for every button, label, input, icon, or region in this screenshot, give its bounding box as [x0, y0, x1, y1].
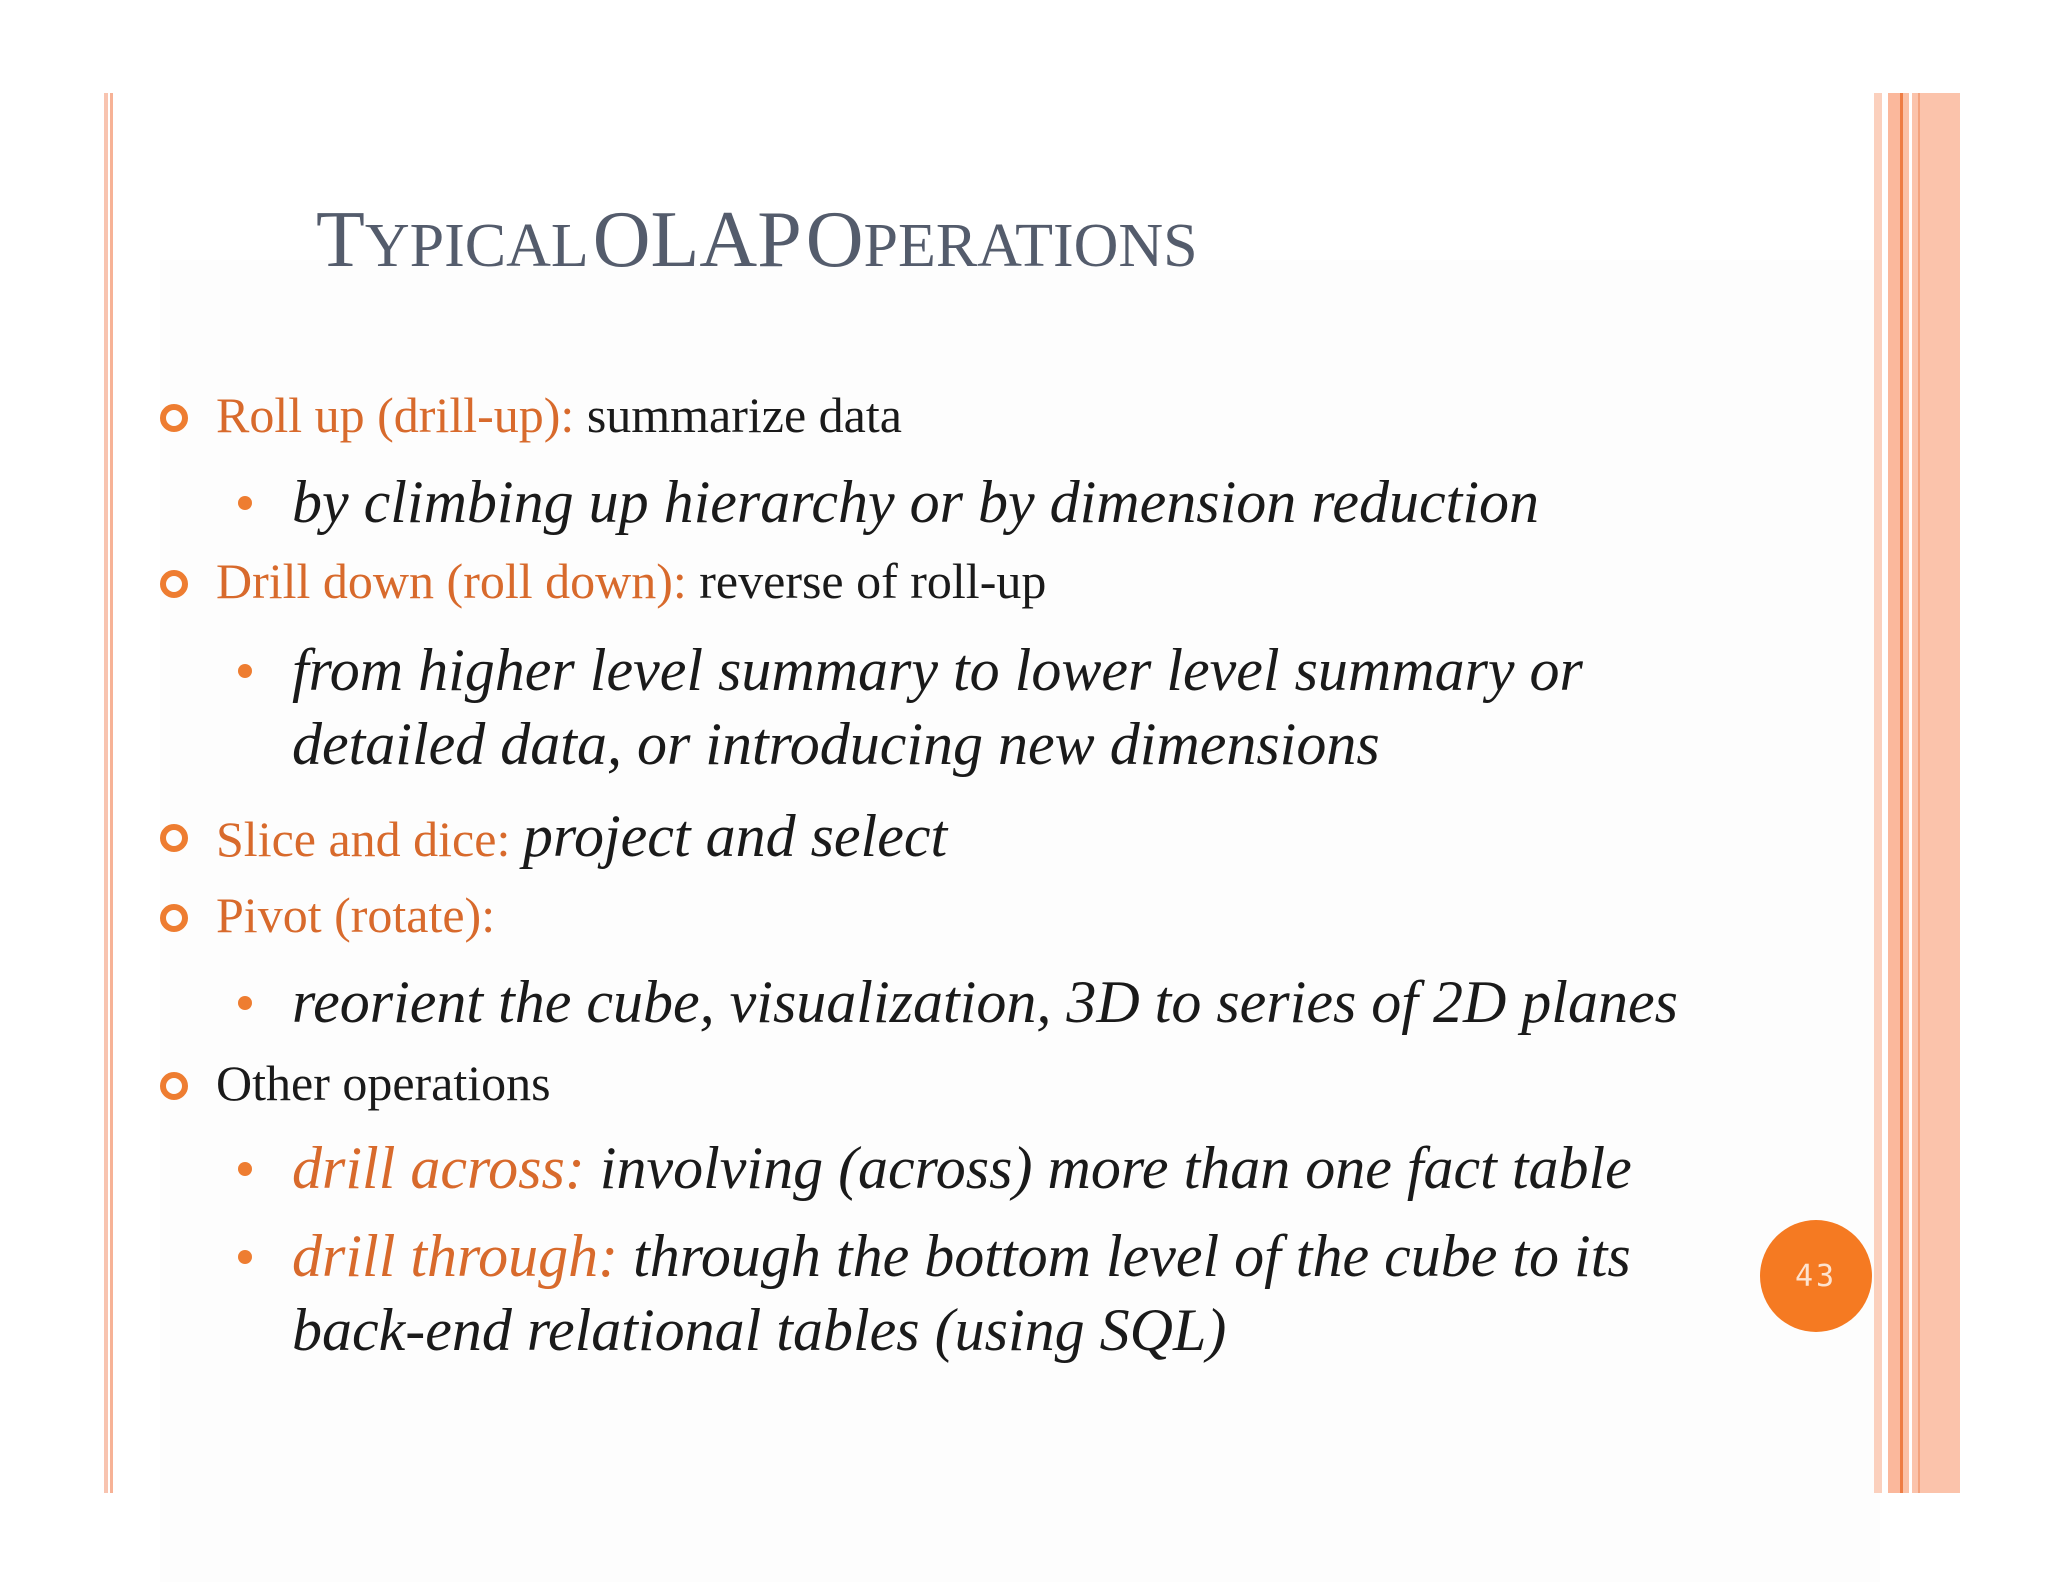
sub-roll-up: by climbing up hierarchy or by dimension reduction	[292, 469, 1539, 535]
sub-drill-through-line1	[292, 1223, 1631, 1289]
sub-drill-through-line2: back-end relational tables (using SQL)	[292, 1297, 1227, 1363]
dot-bullet-icon	[238, 1162, 252, 1176]
bullet-other-operations	[216, 1055, 551, 1111]
term-slice-and-dice: Slice and dice:	[216, 811, 511, 867]
ring-bullet-icon	[160, 904, 188, 932]
title-word-operations: PERATIONS	[863, 212, 1198, 280]
term-other-operations: Other operations	[216, 1055, 551, 1111]
ring-bullet-icon	[160, 824, 188, 852]
bullet-roll-up	[216, 387, 902, 443]
term-drill-across: drill across:	[292, 1135, 585, 1201]
dot-bullet-icon	[238, 496, 252, 510]
dot-bullet-icon	[238, 996, 252, 1010]
ring-bullet-icon	[160, 1072, 188, 1100]
desc-drill-across: involving (across) more than one fact table	[599, 1135, 1632, 1201]
left-border-line	[104, 93, 108, 1493]
bullet-slice-and-dice	[216, 803, 948, 869]
term-drill-through: drill through:	[292, 1223, 619, 1289]
sub-pivot: reorient the cube, visualization, 3D to series of 2D planes	[292, 969, 1678, 1035]
desc-roll-up: summarize data	[586, 387, 902, 443]
sub-drill-down-line1: from higher level summary to lower level summary or	[292, 637, 1583, 703]
bullet-pivot	[216, 887, 496, 943]
term-drill-down: Drill down (roll down):	[216, 553, 687, 609]
term-roll-up: Roll up (drill-up):	[216, 387, 575, 443]
ring-bullet-icon	[160, 570, 188, 598]
dot-bullet-icon	[238, 664, 252, 678]
title-cap-t: T	[316, 196, 365, 284]
page-number-badge: 43	[1760, 1220, 1872, 1332]
dot-bullet-icon	[238, 1250, 252, 1264]
term-pivot: Pivot (rotate):	[216, 887, 496, 943]
slide-title	[316, 196, 1198, 284]
title-cap-o: O	[805, 196, 864, 284]
bullet-drill-down	[216, 553, 1047, 609]
desc-drill-down: reverse of roll-up	[699, 553, 1047, 609]
sub-drill-across	[292, 1135, 1632, 1201]
right-border-line-mid	[1888, 93, 1900, 1493]
title-word-olap: OLAP	[592, 196, 802, 284]
ring-bullet-icon	[160, 404, 188, 432]
left-border-line-inner	[110, 93, 113, 1493]
right-border-line-thin	[1918, 93, 1920, 1493]
desc-drill-through-line1: through the bottom level of the cube to its	[633, 1223, 1631, 1289]
title-word-typical: YPICAL	[364, 212, 589, 280]
right-border-line-light	[1874, 93, 1882, 1493]
sub-drill-down-line2: detailed data, or introducing new dimensions	[292, 711, 1380, 777]
desc-slice-and-dice: project and select	[522, 803, 948, 869]
right-border-line-mid2	[1903, 93, 1909, 1493]
